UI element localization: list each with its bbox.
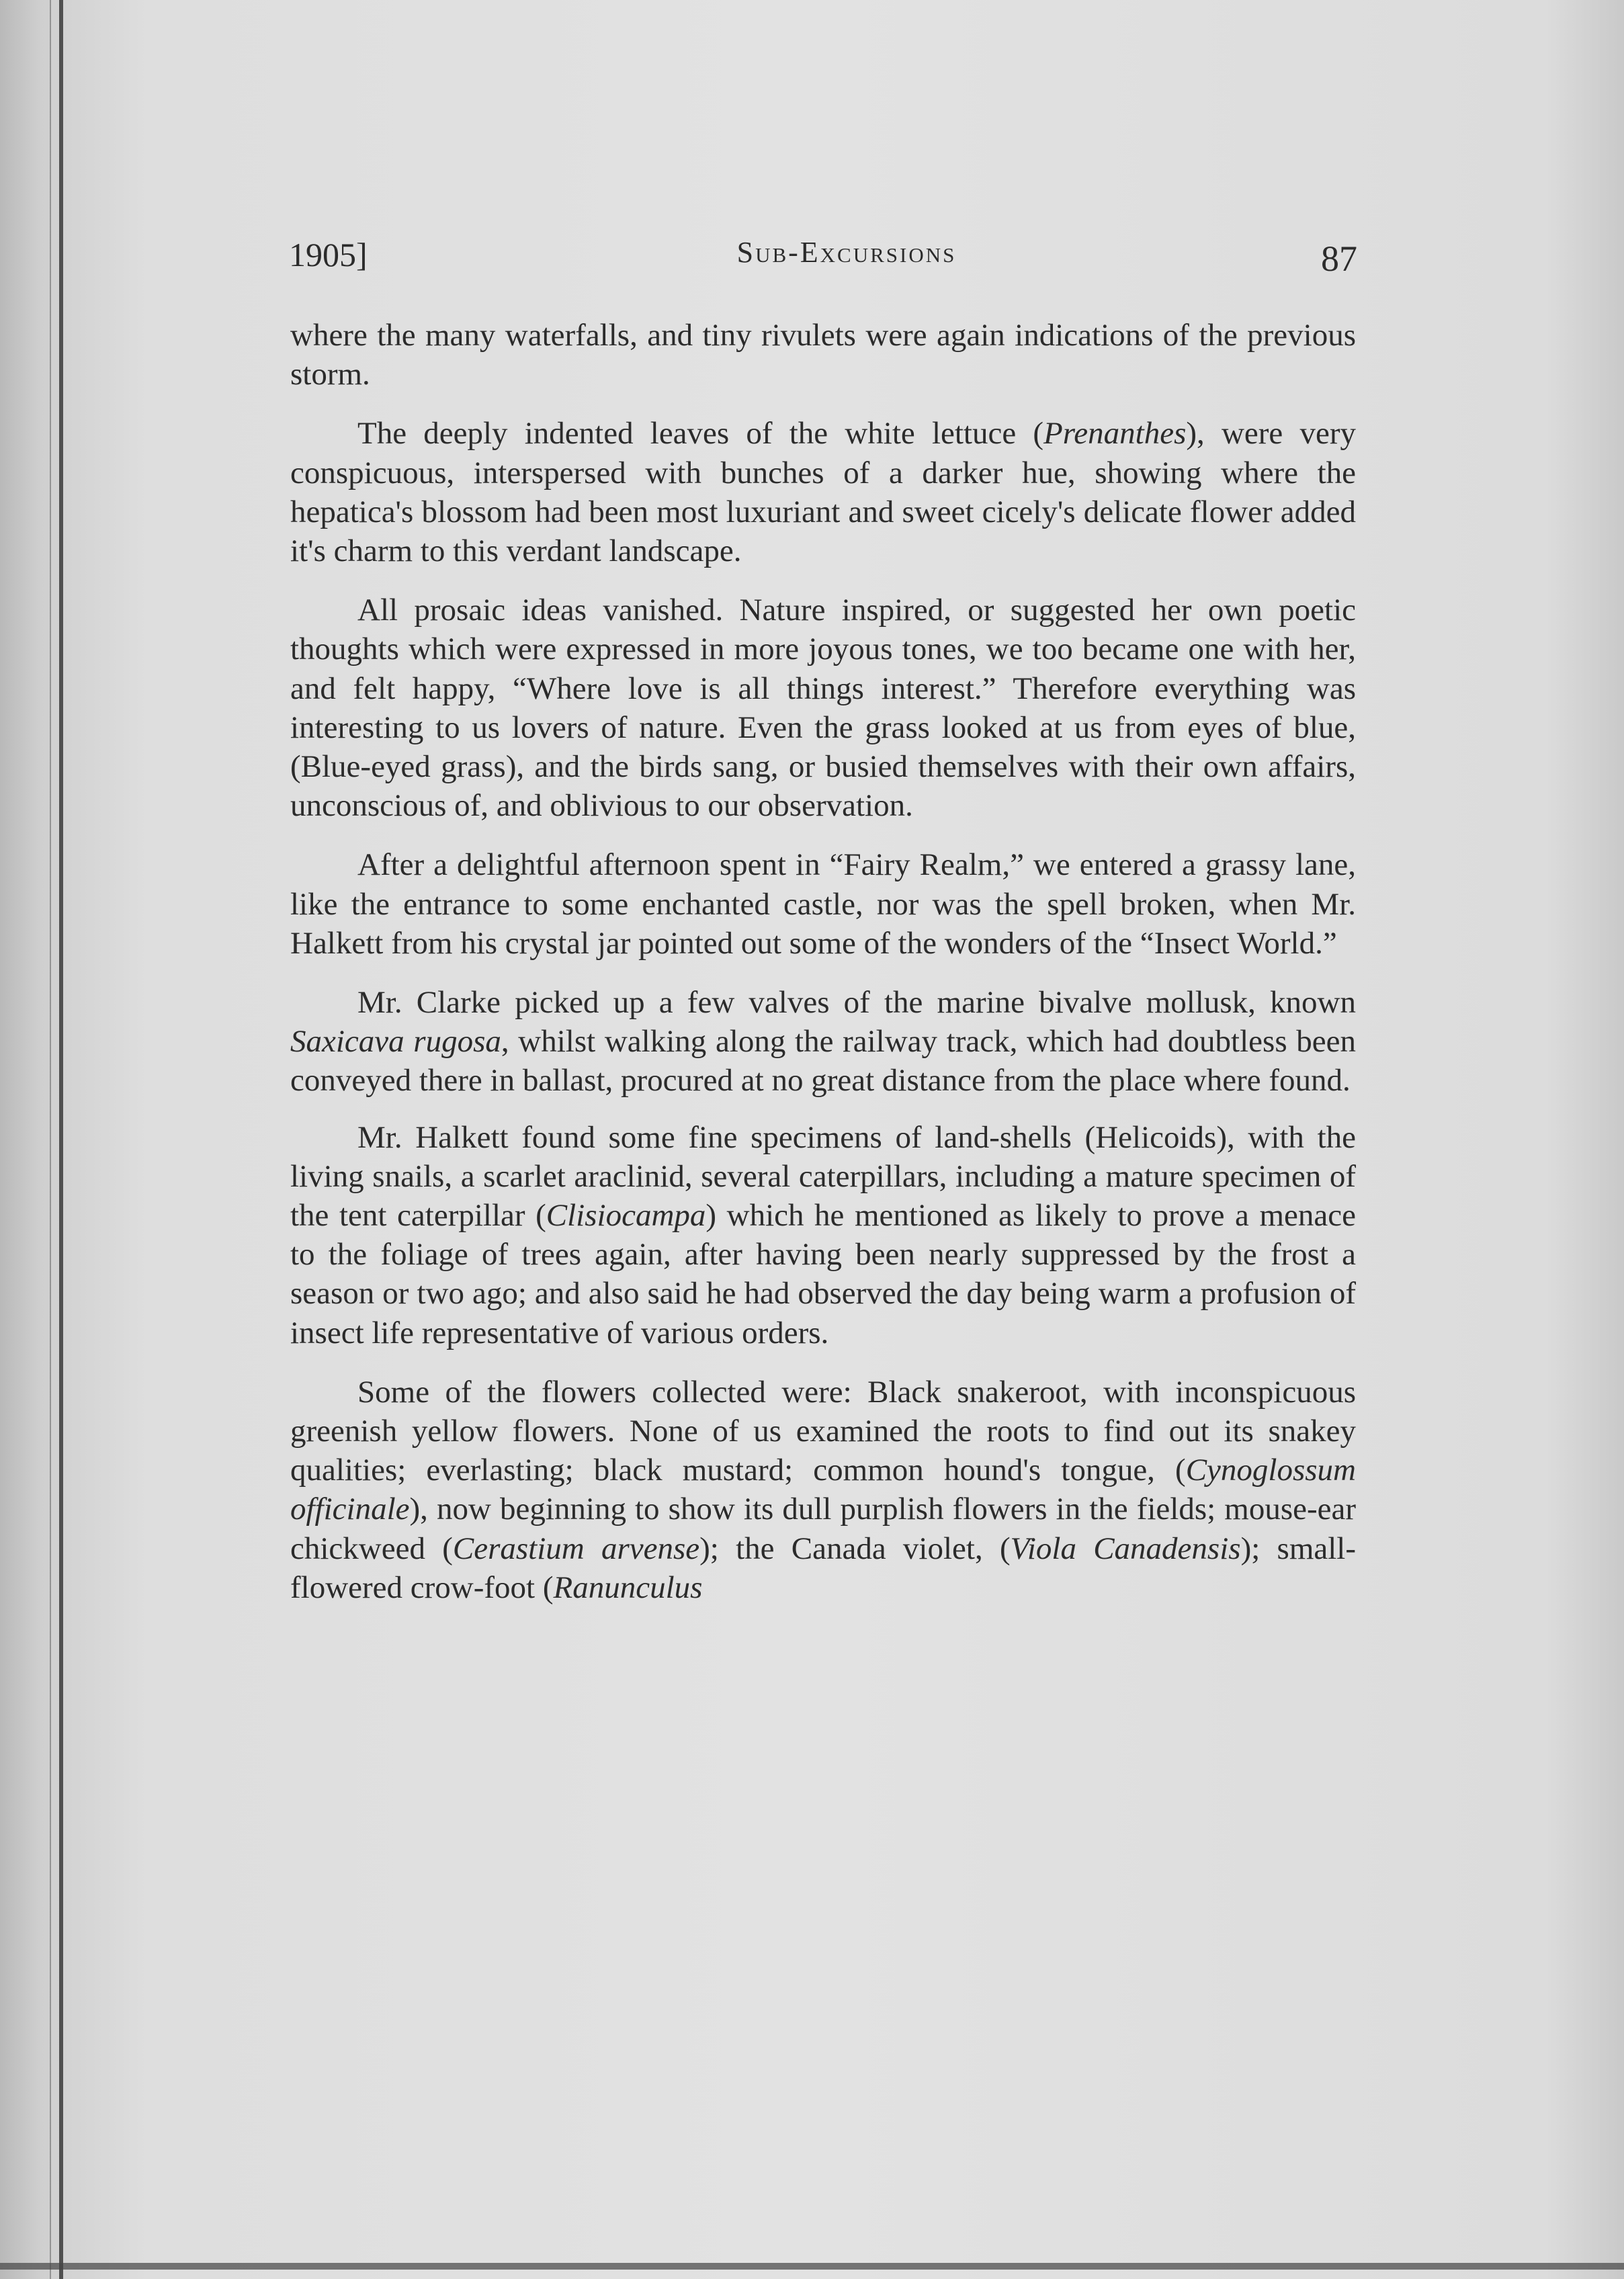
paragraph-7-text-c: ), now beginning to show its dull purplish flowers in the fields; mouse-ear chickweed ( [290,1492,1356,1566]
page-number: 87 [1321,239,1357,279]
paragraph-7-italic-viola: Viola Canadensis [1010,1531,1241,1566]
paragraph-7-text-a: Some of the flowers collected were: Black snakeroot, with inconspicuous greenish yellow flowers. None of us examined the roots to find out its snakey qualities; everlasting; black mustard; common hound's tongue, ( [290,1374,1356,1488]
paragraph-7-italic-cynoglossum: Cynoglossum officinale [290,1453,1356,1527]
paragraph-6-text-a: Mr. Halkett found some fine specimens of land-shells (Helicoids), with the living snails, a scarlet araclinid, several caterpillars, including a mature specimen of the tent caterpillar ( [290,1119,1356,1234]
paragraph-2 [290,414,1356,570]
paragraph-7-text-g: ); small-flowered crow-foot ( [290,1531,1356,1605]
paragraph-6 [290,1118,1356,1352]
paragraph-4 [290,845,1356,963]
paragraph-6-text-c: ) which he mentioned as likely to prove a menace to the foliage of trees again, after having been nearly suppressed by the frost a season or two ago; and also said he had observed the day being warm a profusion of insect life representative of various orders. [290,1198,1356,1350]
header-title: Sub-Excursions [736,236,957,269]
body-text [290,316,1356,1627]
binding-shadow-line [50,0,51,2279]
paragraph-1 [290,316,1356,394]
paragraph-5-italic-species: Saxicava rugosa [290,1024,501,1060]
page-bottom-edge [0,2263,1624,2270]
paragraph-5-text-c: , whilst walking along the railway track, which had doubtless been conveyed there in ballast, procured at no great distance from the place where found. [290,1024,1356,1099]
paragraph-2-text-a: The deeply indented leaves of the white lettuce ( [357,416,1044,452]
paragraph-7 [290,1373,1356,1607]
paragraph-3-text: All prosaic ideas vanished. Nature inspired, or suggested her own poetic thoughts which were expressed in more joyous tones, we too became one with her, and felt happy, “Where love is all things interest.” Therefore everything was interesting to us lovers of nature. Even the grass looked at us from eyes of blue, (Blue-eyed grass), and the birds sang, or busied themselves with their own affairs, unconscious of, and oblivious to our observation. [290,593,1356,824]
paragraph-6-italic-genus: Clisiocampa [546,1198,706,1234]
paragraph-5-text-a: Mr. Clarke picked up a few valves of the marine bivalve mollusk, known [357,985,1356,1021]
paragraph-5 [290,983,1356,1101]
paragraph-3 [290,591,1356,825]
running-header [289,228,1357,282]
paragraph-7-italic-ranunculus: Ranunculus [553,1570,703,1605]
binding-gutter-line [59,0,63,2279]
paragraph-2-text-c: ), were very conspicuous, interspersed with bunches of a darker hue, showing where the hepatica's blossom had been most luxuriant and sweet cicely's delicate flower added it's charm to this verdant landscape. [290,416,1356,569]
paragraph-1-text: where the many waterfalls, and tiny rivulets were again indications of the previous storm. [290,318,1356,392]
paragraph-4-text: After a delightful afternoon spent in “Fairy Realm,” we entered a grassy lane, like the entrance to some enchanted castle, nor was the spell broken, when Mr. Halkett from his crystal jar pointed out some of the wonders of the “Insect World.” [290,847,1356,961]
paragraph-2-italic-genus: Prenanthes [1043,416,1187,452]
paragraph-7-text-e: ); the Canada violet, ( [699,1531,1011,1566]
header-year: 1905] [289,236,368,273]
paragraph-7-italic-cerastium: Cerastium arvense [452,1531,700,1566]
